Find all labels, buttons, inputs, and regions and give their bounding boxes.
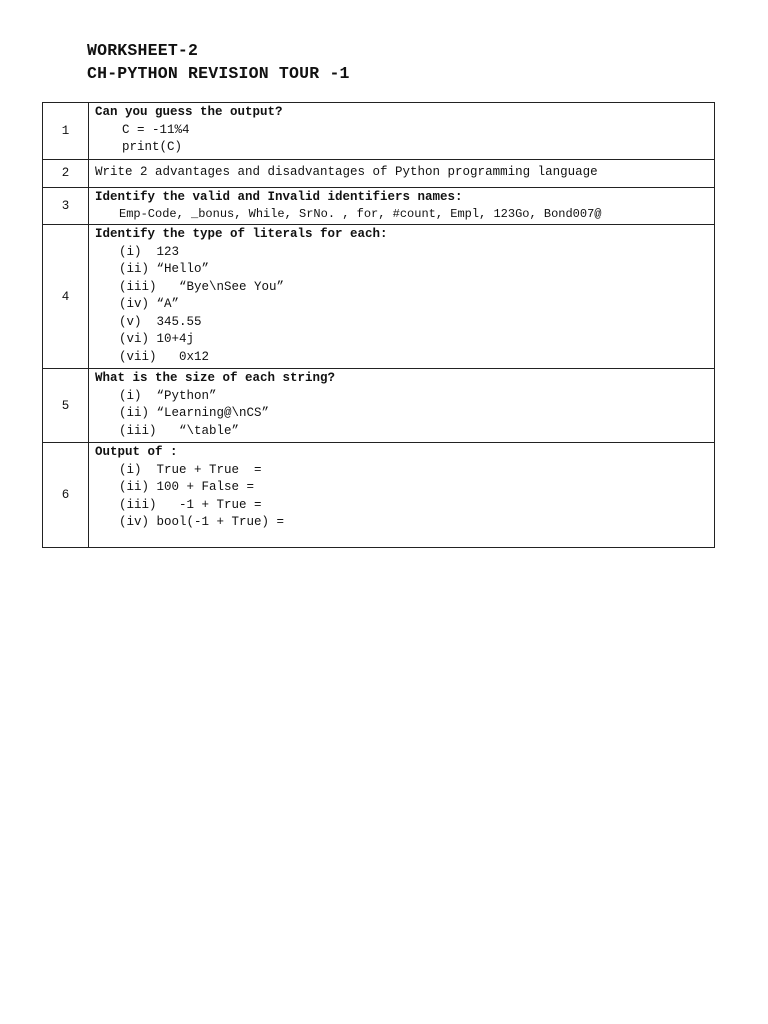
question-row-5 <box>43 369 715 443</box>
question-number: 1 <box>43 103 89 160</box>
question-row-6 <box>43 443 715 548</box>
list-item: (iii) “\table” <box>119 423 240 438</box>
question-content <box>89 187 715 225</box>
literal-list <box>95 244 708 367</box>
list-item: (ii) “Learning@\nCS” <box>119 406 270 420</box>
question-prompt: Identify the type of literals for each: <box>95 227 388 241</box>
list-item: (vii) 0x12 <box>119 349 210 364</box>
question-content <box>89 103 715 160</box>
question-row-4 <box>43 225 715 369</box>
question-row-2 <box>43 159 715 187</box>
question-number: 4 <box>43 225 89 369</box>
list-item: (vi) 10+4j <box>119 332 195 346</box>
question-number: 5 <box>43 369 89 443</box>
list-item: (iii) “Bye\nSee You” <box>119 279 285 294</box>
list-item: (v) 345.55 <box>119 314 202 329</box>
question-number: 2 <box>43 159 89 187</box>
question-content <box>89 159 715 187</box>
question-content <box>89 443 715 548</box>
question-number: 6 <box>43 443 89 548</box>
question-prompt: Output of : <box>95 445 178 459</box>
question-prompt: What is the size of each string? <box>95 371 336 385</box>
expression-list <box>95 462 708 532</box>
worksheet-title-line-1: WORKSHEET-2 <box>87 41 199 60</box>
question-row-1 <box>43 103 715 160</box>
code-line: print(C) <box>122 140 183 154</box>
string-list <box>95 388 708 441</box>
question-number: 3 <box>43 187 89 225</box>
list-item: (iv) “A” <box>119 297 180 311</box>
list-item: (iv) bool(-1 + True) = <box>119 515 285 529</box>
list-item: (i) “Python” <box>119 388 217 403</box>
code-lines <box>95 122 708 157</box>
question-content <box>89 225 715 369</box>
question-prompt: Identify the valid and Invalid identifiers names: <box>95 189 463 204</box>
question-content <box>89 369 715 443</box>
list-item: (ii) 100 + False = <box>119 480 255 494</box>
worksheet-title-line-2: CH-PYTHON REVISION TOUR -1 <box>87 64 350 83</box>
question-prompt: Can you guess the output? <box>95 105 283 119</box>
list-item: (i) 123 <box>119 244 180 259</box>
list-item: (i) True + True = <box>119 462 262 477</box>
worksheet-title <box>87 39 350 85</box>
question-row-3 <box>43 187 715 225</box>
identifier-line: Emp-Code, _bonus, While, SrNo. , for, #count, Empl, 123Go, Bond007@ <box>119 207 602 221</box>
list-item: (ii) “Hello” <box>119 262 210 276</box>
identifier-list <box>95 206 708 222</box>
code-line: C = -11%4 <box>122 122 190 137</box>
question-prompt: Write 2 advantages and disadvantages of Python programming language <box>95 164 598 179</box>
questions-table <box>42 102 715 548</box>
list-item: (iii) -1 + True = <box>119 497 262 512</box>
